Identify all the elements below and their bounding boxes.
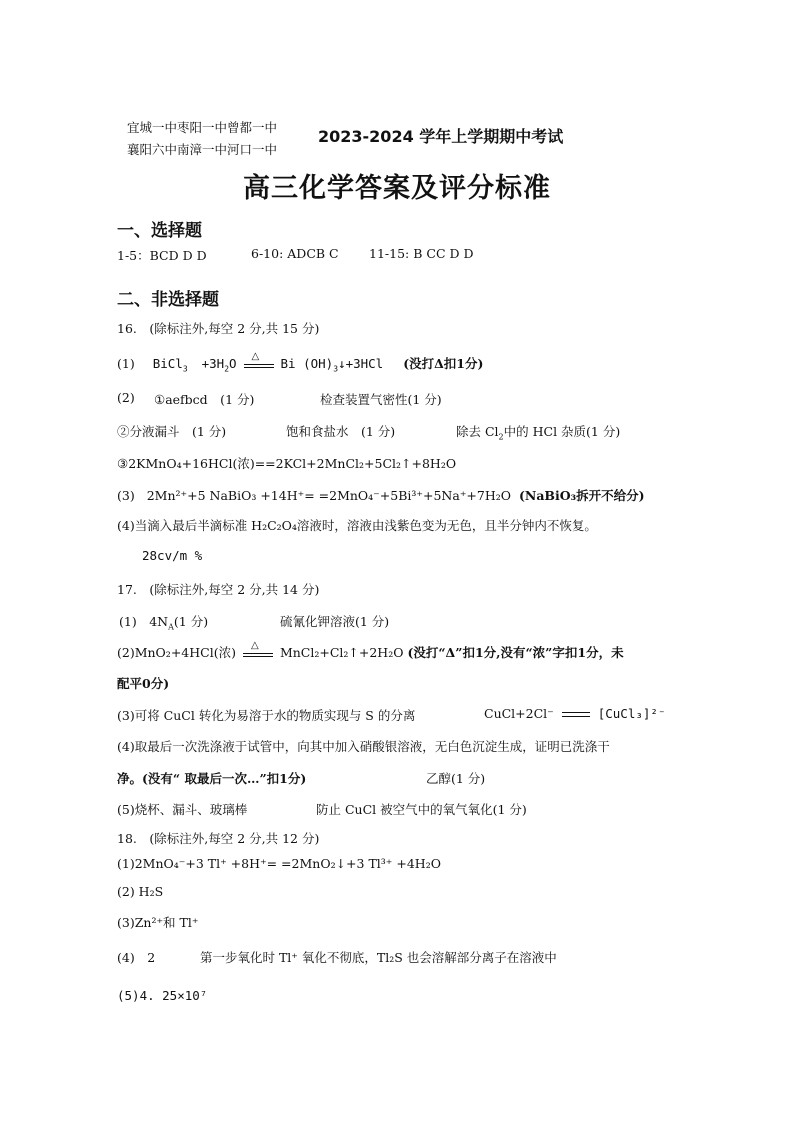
mc-answers-6-10: 6-10: ADCB C bbox=[251, 246, 339, 261]
section1-heading: 一、选择题 bbox=[117, 221, 202, 241]
q17-part3-equation: CuCl+2Cl⁻ [CuCl₃]²⁻ bbox=[484, 706, 666, 721]
mc-answers-1-5: 1-5：BCD D D bbox=[117, 248, 207, 263]
q17-header: 17. (除标注外,每空 2 分,共 14 分) bbox=[117, 582, 320, 597]
equilibrium-arrow bbox=[562, 709, 590, 721]
q16-p2-purpose: 除去 $Cl_2$中的 HCl 杂质(1 分) bbox=[456, 424, 621, 442]
school-line-1: 宜城一中枣阳一中曾都一中 bbox=[127, 120, 278, 135]
q18-header: 18. (除标注外,每空 2 分,共 12 分) bbox=[117, 831, 320, 846]
section2-heading: 二、非选择题 bbox=[117, 290, 219, 310]
q16-p1-water: $+3H_2O$ bbox=[201, 356, 237, 374]
mc-answers-11-15: 11-15: B CC D D bbox=[369, 246, 474, 261]
q17-p2-products: MnCl₂+Cl₂↑+2H₂O bbox=[279, 645, 404, 660]
q16-p3-equation: 2Mn²⁺+5 NaBiO₃ +14H⁺= =2MnO₄⁻+5Bi³⁺+5Na⁺+7H₂O bbox=[146, 488, 511, 503]
q16-p2-label: (2) bbox=[117, 390, 135, 405]
q16-p1-reactant: BiCl$_3$ bbox=[152, 356, 188, 374]
q16-p2-saltwater: 饱和食盐水 (1 分) bbox=[286, 424, 396, 439]
q16-p2-check: 检查装置气密性(1 分) bbox=[320, 392, 442, 407]
q17-part5: (5)烧杯、漏斗、玻璃棒 bbox=[117, 802, 248, 817]
q16-p2-funnel: ②分液漏斗 (1 分) bbox=[117, 424, 227, 439]
q16-p1-label: (1) bbox=[117, 356, 135, 371]
q16-p2-equation: ③2KMnO₄+16HCl(浓)==2KCl+2MnCl₂+5Cl₂↑+8H₂O bbox=[117, 456, 457, 471]
q18-part4: (4) 2 bbox=[117, 950, 156, 965]
q16-p1-note: (没打Δ扣1分) bbox=[403, 356, 484, 371]
q17-p2-note: (没打“Δ”扣1分,没有“浓”字扣1分，未 bbox=[407, 645, 624, 660]
exam-title: 2023-2024 学年上学期期中考试 bbox=[318, 127, 564, 146]
q16-part4: (4)当滴入最后半滴标准 H₂C₂O₄溶液时，溶液由浅紫色变为无色，且半分钟内不恢复。 bbox=[117, 518, 597, 533]
q18-part5: (5)4. 25×10⁷ bbox=[117, 988, 208, 1003]
heat-arrow: △ bbox=[244, 358, 274, 372]
q17-part5-purpose: 防止 CuCl 被空气中的氧气氧化(1 分) bbox=[316, 802, 527, 817]
q16-p3-note: (NaBiO₃拆开不给分) bbox=[518, 488, 645, 503]
q17-part1-reagent: 硫氰化钾溶液(1 分) bbox=[280, 614, 390, 629]
q17-part2 bbox=[117, 639, 624, 661]
heat-arrow: △ bbox=[243, 647, 273, 661]
q16-header: 16. (除标注外,每空 2 分,共 15 分) bbox=[117, 321, 320, 336]
q17-p2-note-cont: 配平0分) bbox=[117, 676, 170, 691]
q16-part1 bbox=[117, 350, 484, 374]
q18-part2: (2) H₂S bbox=[117, 884, 164, 899]
page-title: 高三化学答案及评分标准 bbox=[243, 173, 551, 204]
q16-p2-answer: ①aefbcd (1 分) bbox=[154, 392, 255, 407]
q16-p1-product: Bi $(OH)_3↓+3HCl$ bbox=[280, 356, 384, 374]
q17-part4-note: 净。(没有“ 取最后一次…”扣1分) bbox=[117, 771, 307, 786]
q17-part3: (3)可将 CuCl 转化为易溶于水的物质实现与 S 的分离 bbox=[117, 708, 416, 723]
q18-part1: (1)2MnO₄⁻+3 Tl⁺ +8H⁺= =2MnO₂↓+3 Tl³⁺ +4H₂O bbox=[117, 856, 441, 871]
q17-part1: (1) $4N_A(1$ 分) bbox=[119, 614, 209, 632]
q17-part4: (4)取最后一次洗涤液于试管中，向其中加入硝酸银溶液，无白色沉淀生成，证明已洗涤干 bbox=[117, 739, 610, 754]
school-line-2: 襄阳六中南漳一中河口一中 bbox=[127, 142, 278, 157]
school-names bbox=[127, 117, 277, 161]
q18-part3: (3)Zn²⁺和 Tl⁺ bbox=[117, 915, 199, 930]
q16-part3: (3) 2Mn²⁺+5 NaBiO₃ +14H⁺= =2MnO₄⁻+5Bi³⁺+5Na⁺+7H₂O (NaBiO₃拆开不给分) bbox=[117, 488, 645, 503]
q16-part4-formula: 28cv/m % bbox=[142, 548, 203, 563]
q17-part4-solvent: 乙醇(1 分) bbox=[426, 771, 486, 786]
q18-part4-reason: 第一步氧化时 Tl⁺ 氧化不彻底，Tl₂S 也会溶解部分离子在溶液中 bbox=[200, 950, 557, 965]
q17-p2-reactants: (2)MnO₂+4HCl(浓) bbox=[117, 645, 236, 660]
